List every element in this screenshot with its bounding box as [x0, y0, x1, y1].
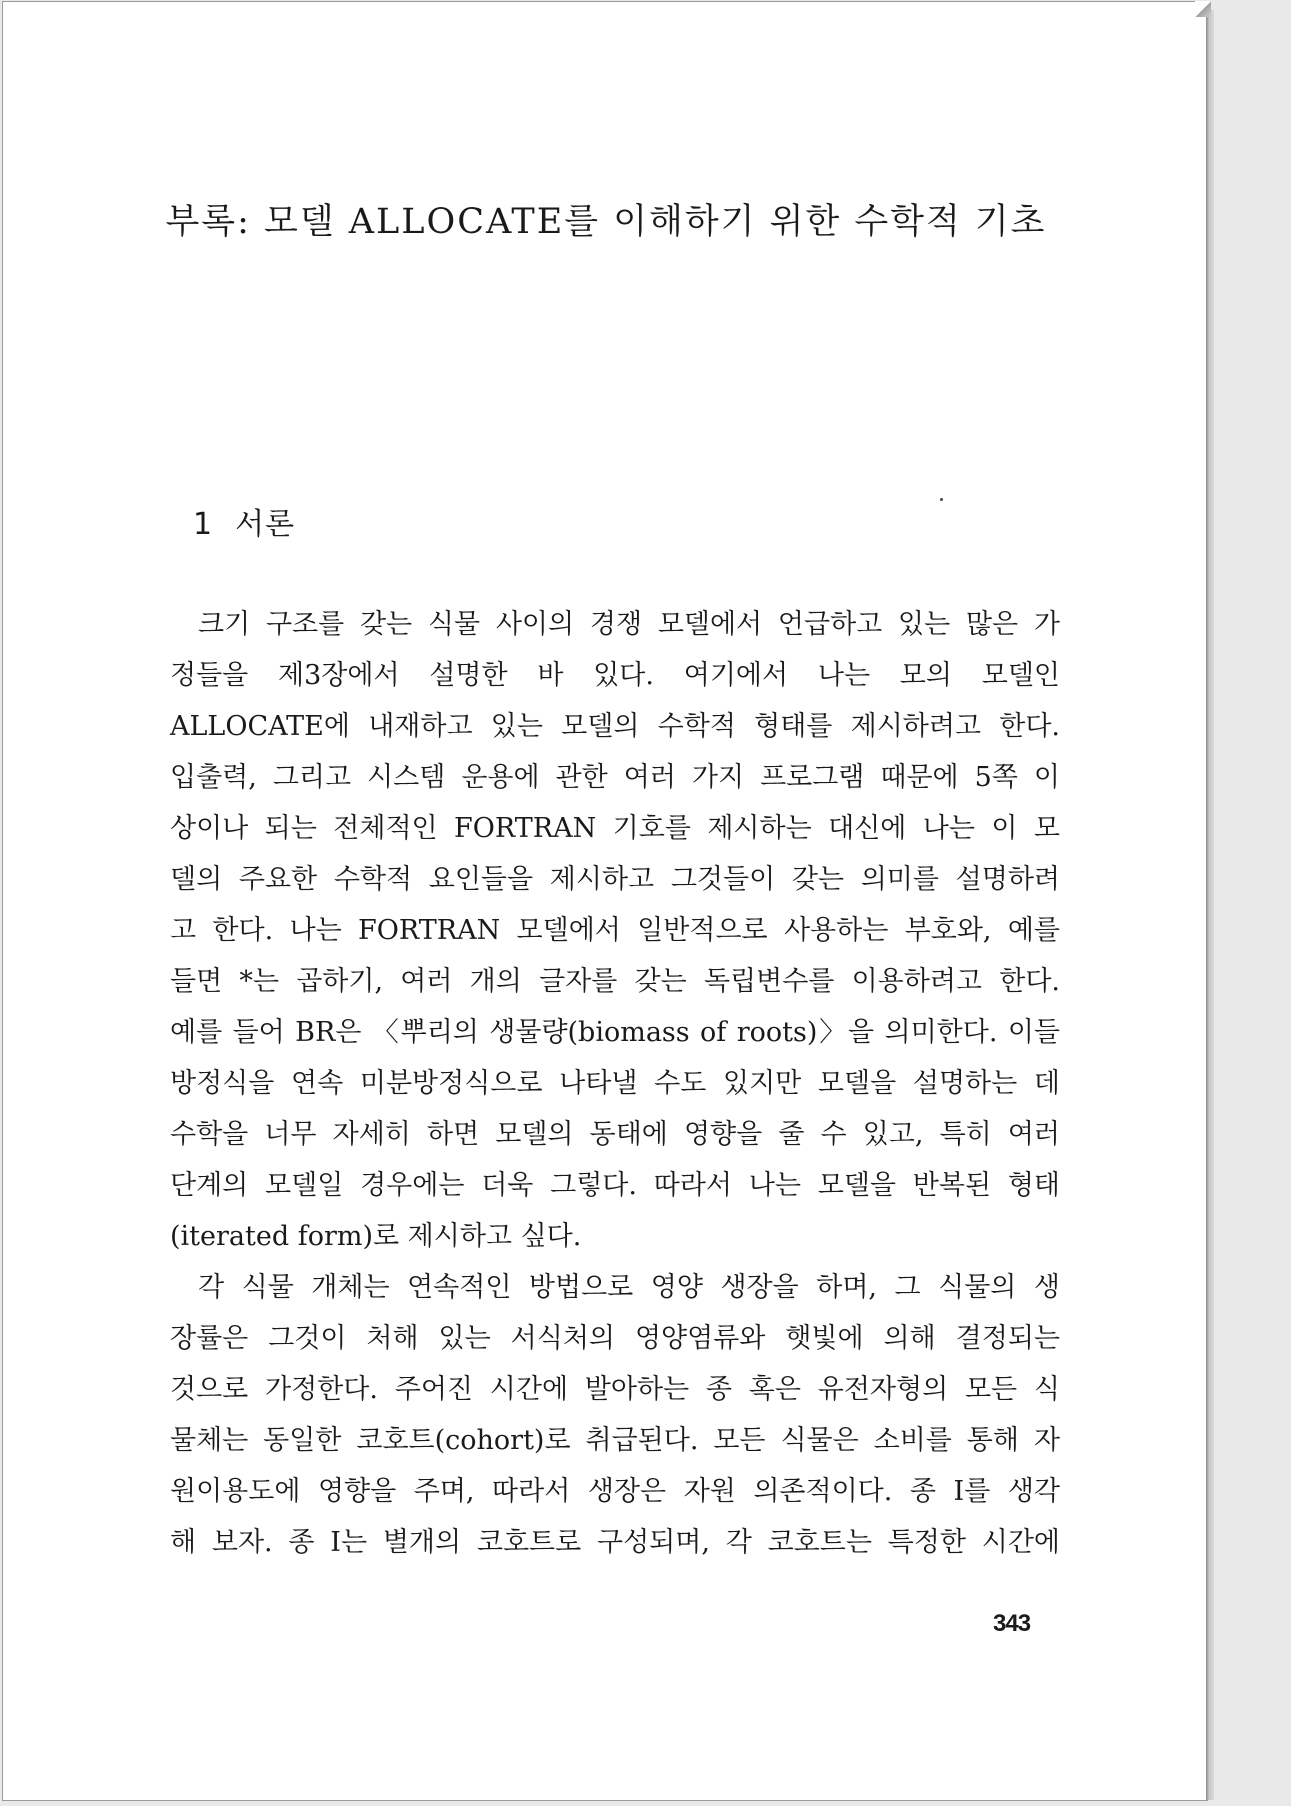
text-line: 정들을 제3장에서 설명한 바 있다. 여기에서 나는 모의 모델인: [170, 660, 1060, 691]
section-heading-text: 서론: [235, 507, 296, 542]
page-title: 부록: 모델 ALLOCATE를 이해하기 위한 수학적 기초: [165, 202, 1047, 242]
page-edge-shadow: [1206, 10, 1214, 1800]
paragraph-introduction: [170, 599, 1060, 1262]
page-curl-corner: [1195, 1, 1211, 17]
text-line: 크기 구조를 갖는 식물 사이의 경쟁 모델에서 언급하고 있는 많은 가: [198, 609, 1060, 640]
document-page: [2, 1, 1208, 1801]
text-line: 것으로 가정한다. 주어진 시간에 발아하는 종 혹은 유전자형의 모든 식: [170, 1374, 1060, 1405]
text-line: 원이용도에 영향을 주며, 따라서 생장은 자원 의존적이다. 종 I를 생각: [170, 1476, 1060, 1507]
page-number: 343: [993, 1610, 1031, 1637]
text-line: (iterated form)로 제시하고 싶다.: [170, 1221, 582, 1252]
text-line: 수학을 너무 자세히 하면 모델의 동태에 영향을 줄 수 있고, 특히 여러: [170, 1119, 1060, 1150]
text-line: ALLOCATE에 내재하고 있는 모델의 수학적 형태를 제시하려고 한다.: [170, 711, 1060, 742]
text-line: 입출력, 그리고 시스템 운용에 관한 여러 가지 프로그램 때문에 5쪽 이: [170, 762, 1060, 793]
text-line: 예를 들어 BR은 〈뿌리의 생물량(biomass of roots)〉을 의미한다. 이들: [170, 1017, 1060, 1048]
text-line: 고 한다. 나는 FORTRAN 모델에서 일반적으로 사용하는 부호와, 예를: [170, 915, 1060, 946]
text-line: 단계의 모델일 경우에는 더욱 그렇다. 따라서 나는 모델을 반복된 형태: [170, 1170, 1060, 1201]
text-line: 상이나 되는 전체적인 FORTRAN 기호를 제시하는 대신에 나는 이 모: [170, 813, 1060, 844]
section-heading: [193, 499, 295, 543]
scan-speck: [940, 498, 943, 501]
text-line: 각 식물 개체는 연속적인 방법으로 영양 생장을 하며, 그 식물의 생: [198, 1272, 1060, 1303]
text-line: 방정식을 연속 미분방정식으로 나타낼 수도 있지만 모델을 설명하는 데: [170, 1068, 1060, 1099]
text-line: 델의 주요한 수학적 요인들을 제시하고 그것들이 갖는 의미를 설명하려: [170, 864, 1060, 895]
text-line: 해 보자. 종 I는 별개의 코호트로 구성되며, 각 코호트는 특정한 시간에: [170, 1527, 1060, 1558]
text-line: 물체는 동일한 코호트(cohort)로 취급된다. 모든 식물은 소비를 통해 자: [170, 1425, 1060, 1456]
paragraph-assumptions: [170, 1262, 1060, 1568]
section-number: 1: [193, 507, 214, 542]
text-line: 들면 *는 곱하기, 여러 개의 글자를 갖는 독립변수를 이용하려고 한다.: [170, 966, 1060, 997]
body-text: [170, 599, 1060, 1568]
text-line: 장률은 그것이 처해 있는 서식처의 영양염류와 햇빛에 의해 결정되는: [170, 1323, 1060, 1354]
